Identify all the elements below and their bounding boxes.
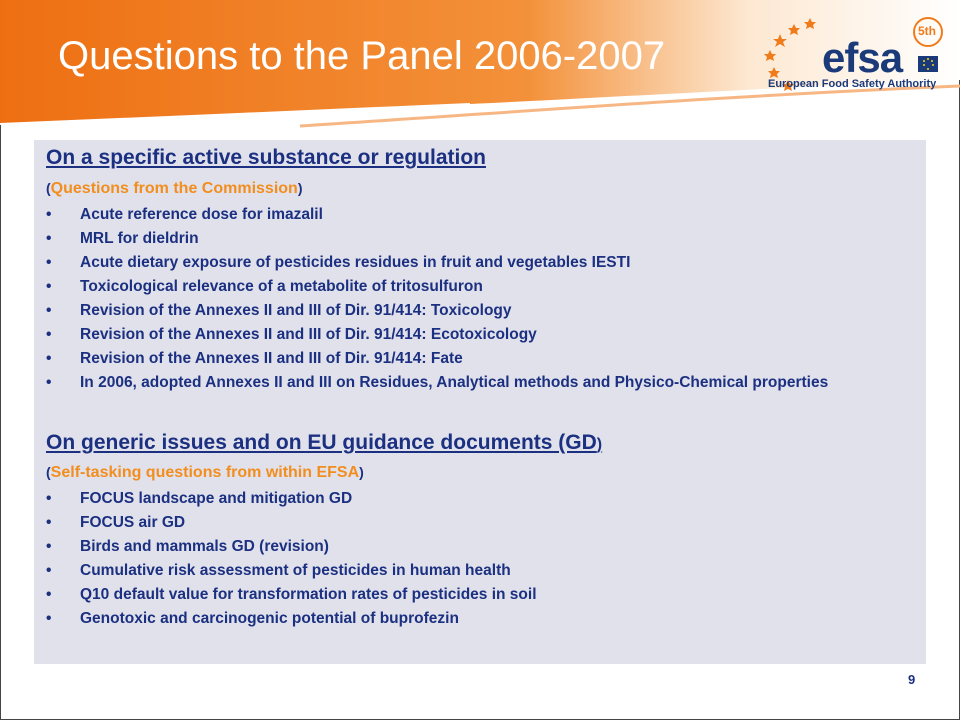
list-item-text: Birds and mammals GD (revision)	[80, 538, 329, 555]
bullet-icon: •	[46, 562, 52, 579]
list-item-text: FOCUS air GD	[80, 514, 186, 531]
list-item-text: Revision of the Annexes II and III of Dir. 91/414: Ecotoxicology	[80, 326, 537, 343]
list-item	[46, 586, 916, 604]
list-item	[46, 230, 916, 248]
list-item-text: Genotoxic and carcinogenic potential of buprofezin	[80, 610, 459, 627]
list-item-text: Cumulative risk assessment of pesticides in human health	[80, 562, 511, 579]
bullet-icon: •	[46, 326, 52, 343]
section1-subheading	[46, 180, 302, 198]
list-item-text: Acute reference dose for imazalil	[80, 206, 323, 223]
list-item	[46, 374, 916, 392]
bullet-icon: •	[46, 490, 52, 507]
section1-list	[46, 206, 916, 398]
list-item	[46, 302, 916, 320]
list-item	[46, 562, 916, 580]
list-item-text: Toxicological relevance of a metabolite of tritosulfuron	[80, 278, 483, 295]
list-item	[46, 254, 916, 272]
section2-subheading	[46, 464, 364, 482]
list-item-text: FOCUS landscape and mitigation GD	[80, 490, 353, 507]
section2-sub-close: )	[359, 464, 364, 480]
list-item-text: Q10 default value for transformation rates of pesticides in soil	[80, 586, 537, 603]
bullet-icon: •	[46, 230, 52, 247]
list-item	[46, 206, 916, 224]
section1-sub-text: Questions from the Commission	[50, 180, 298, 197]
anniversary-badge: 5th	[918, 24, 936, 38]
bullet-icon: •	[46, 302, 52, 319]
section1-heading: On a specific active substance or regulation	[46, 146, 486, 169]
slide-title: Questions to the Panel 2006-2007	[58, 34, 666, 78]
section2-heading-text: On generic issues and on EU guidance documents (GD	[46, 431, 597, 454]
list-item-text: MRL for dieldrin	[80, 230, 199, 247]
content-panel	[34, 140, 926, 664]
bullet-icon: •	[46, 350, 52, 367]
list-item-text: Revision of the Annexes II and III of Dir. 91/414: Toxicology	[80, 302, 512, 319]
section1-sub-open: (	[46, 180, 51, 196]
bullet-icon: •	[46, 514, 52, 531]
bullet-icon: •	[46, 538, 52, 555]
bullet-icon: •	[46, 374, 52, 391]
section1-sub-close: )	[297, 180, 303, 196]
section2-heading	[46, 431, 602, 455]
list-item-text: In 2006, adopted Annexes II and III on Residues, Analytical methods and Physico-Chemical properties	[80, 374, 829, 391]
bullet-icon: •	[46, 278, 52, 295]
list-item-text: Revision of the Annexes II and III of Dir. 91/414: Fate	[80, 350, 463, 367]
list-item-text: Acute dietary exposure of pesticides residues in fruit and vegetables IESTI	[80, 254, 631, 271]
list-item	[46, 278, 916, 296]
section2-sub-text: Self-tasking questions from within EFSA	[50, 464, 360, 481]
list-item	[46, 514, 916, 532]
page-number: 9	[908, 672, 916, 687]
list-item	[46, 490, 916, 508]
list-item	[46, 538, 916, 556]
list-item	[46, 350, 916, 368]
list-item	[46, 610, 916, 628]
list-item	[46, 326, 916, 344]
bullet-icon: •	[46, 586, 52, 603]
bullet-icon: •	[46, 610, 52, 627]
efsa-wordmark: efsa	[822, 34, 903, 81]
section2-list	[46, 490, 916, 634]
efsa-organization-name: European Food Safety Authority	[768, 78, 937, 90]
section2-sub-open: (	[46, 464, 51, 480]
bullet-icon: •	[46, 254, 52, 271]
section2-heading-close: )	[596, 436, 603, 453]
bullet-icon: •	[46, 206, 52, 223]
